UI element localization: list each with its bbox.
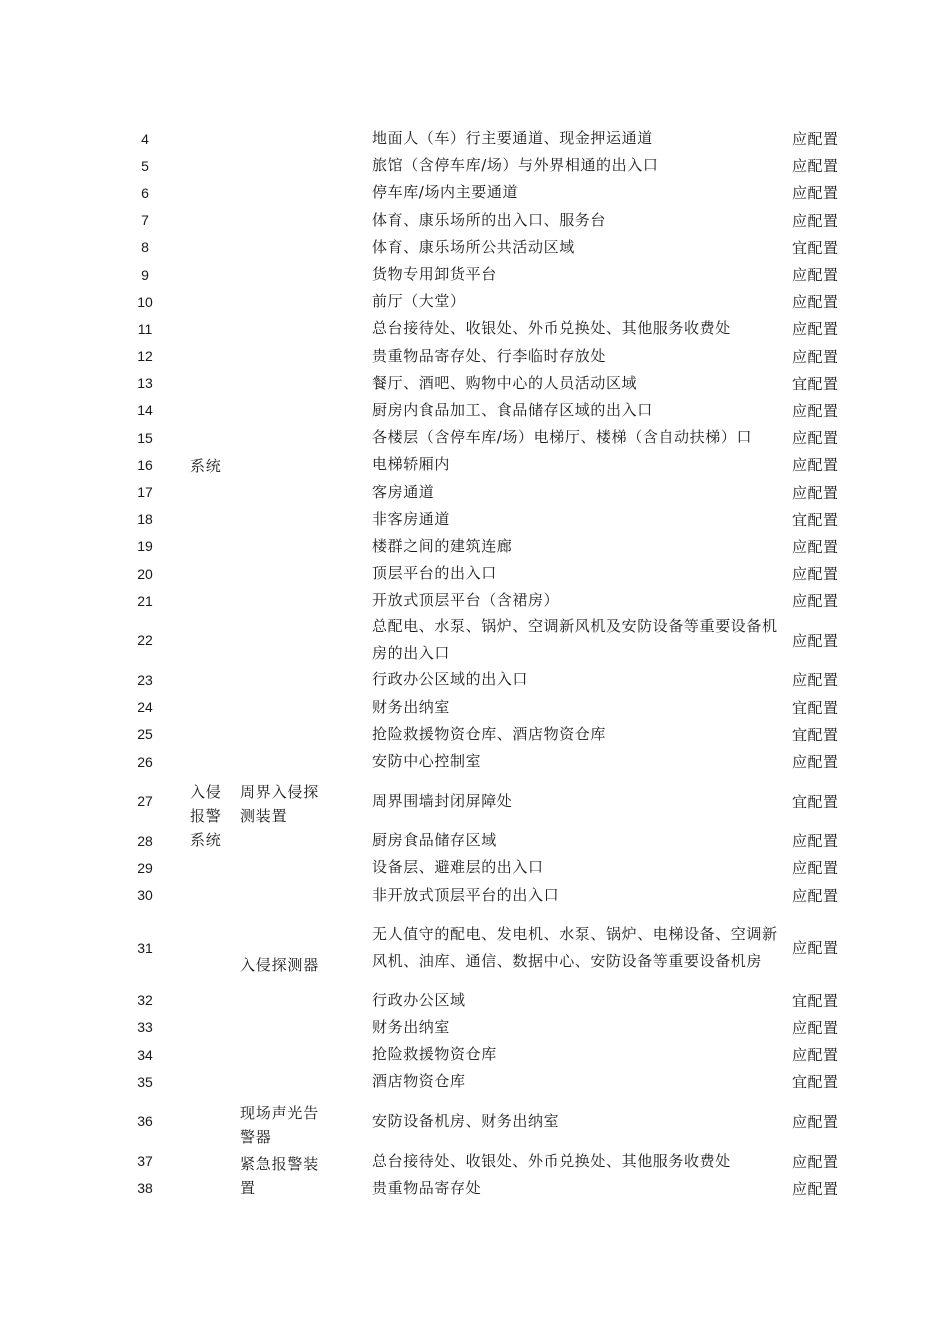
requirement-cell: 应配置	[792, 320, 839, 339]
table-row	[125, 288, 839, 315]
location-cell: 总台接待处、收银处、外币兑换处、其他服务收费处	[372, 319, 731, 338]
location-cell: 旅馆（含停车库/场）与外界相通的出入口	[372, 156, 659, 175]
table-row	[125, 614, 839, 666]
table-row	[125, 1175, 839, 1202]
row-number: 36	[137, 1113, 153, 1130]
table-row	[125, 987, 839, 1014]
row-number: 10	[137, 293, 153, 310]
table-row	[125, 125, 839, 152]
requirement-cell: 应配置	[792, 939, 839, 958]
location-cell: 安防设备机房、财务出纳室	[372, 1111, 560, 1130]
requirement-cell: 宜配置	[792, 725, 839, 744]
table-row	[125, 827, 839, 854]
requirement-cell: 应配置	[792, 832, 839, 851]
requirement-cell: 应配置	[792, 456, 839, 475]
requirement-cell: 应配置	[792, 565, 839, 584]
requirement-cell: 应配置	[792, 1152, 839, 1171]
requirement-cell: 应配置	[792, 886, 839, 905]
row-number: 16	[137, 456, 153, 473]
table-row	[125, 506, 839, 533]
requirement-cell: 宜配置	[792, 1073, 839, 1092]
table-row	[125, 909, 839, 987]
location-cell: 总台接待处、收银处、外币兑换处、其他服务收费处	[372, 1151, 731, 1170]
row-number: 21	[137, 592, 153, 609]
requirement-cell: 宜配置	[792, 991, 839, 1010]
row-number: 4	[141, 130, 149, 147]
table-row	[125, 854, 839, 881]
requirement-cell: 宜配置	[792, 238, 839, 257]
table-row	[125, 775, 839, 827]
location-cell: 财务出纳室	[372, 697, 451, 716]
requirement-cell: 应配置	[792, 429, 839, 448]
row-number: 19	[137, 538, 153, 555]
location-cell: 设备层、避难层的出入口	[372, 858, 544, 877]
device-label-sound-light: 现场声光告警器	[240, 1104, 320, 1146]
row-number: 29	[137, 859, 153, 876]
row-number: 12	[137, 348, 153, 365]
location-cell: 周界围墙封闭屏障处	[372, 791, 513, 810]
requirement-cell: 应配置	[792, 671, 839, 690]
device-label-detector: 入侵探测器	[240, 956, 320, 974]
requirement-cell: 应配置	[792, 1112, 839, 1131]
row-number: 8	[141, 239, 149, 256]
location-cell: 贵重物品寄存处	[372, 1178, 482, 1197]
row-number: 38	[137, 1180, 153, 1197]
location-cell: 无人值守的配电、发电机、水泵、锅炉、电梯设备、空调新风机、油库、通信、数据中心、安防设备等重要设备机房	[372, 924, 778, 970]
table-row	[125, 666, 839, 693]
requirement-cell: 应配置	[792, 631, 839, 650]
table-row	[125, 1014, 839, 1041]
table-row	[125, 721, 839, 748]
table-row	[125, 1095, 839, 1147]
table-row	[125, 424, 839, 451]
table-row	[125, 587, 839, 614]
location-cell: 贵重物品寄存处、行李临时存放处	[372, 346, 607, 365]
location-cell: 抢险救援物资仓库、酒店物资仓库	[372, 724, 607, 743]
table-row	[125, 882, 839, 909]
row-number: 24	[137, 699, 153, 716]
location-cell: 货物专用卸货平台	[372, 265, 497, 284]
requirements-table	[125, 125, 839, 1202]
row-number: 32	[137, 992, 153, 1009]
location-cell: 楼群之间的建筑连廊	[372, 536, 513, 555]
location-cell: 前厅（大堂）	[372, 292, 466, 311]
requirement-cell: 宜配置	[792, 374, 839, 393]
table-row	[125, 694, 839, 721]
device-label-perimeter: 周界入侵探测装置	[240, 783, 320, 825]
row-number: 26	[137, 753, 153, 770]
location-cell: 体育、康乐场所的出入口、服务台	[372, 210, 607, 229]
requirement-cell: 应配置	[792, 157, 839, 176]
location-cell: 体育、康乐场所公共活动区域	[372, 237, 575, 256]
location-cell: 开放式顶层平台（含裙房）	[372, 591, 560, 610]
requirement-cell: 宜配置	[792, 698, 839, 717]
location-cell: 抢险救援物资仓库	[372, 1045, 497, 1064]
row-number: 17	[137, 484, 153, 501]
table-row	[125, 152, 839, 179]
table-row	[125, 370, 839, 397]
location-cell: 非客房通道	[372, 509, 451, 528]
location-cell: 非开放式顶层平台的出入口	[372, 885, 560, 904]
requirement-cell: 应配置	[792, 211, 839, 230]
location-cell: 各楼层（含停车库/场）电梯厅、楼梯（含自动扶梯）口	[372, 428, 753, 447]
row-number: 28	[137, 832, 153, 849]
row-number: 35	[137, 1073, 153, 1090]
row-number: 7	[141, 212, 149, 229]
requirement-cell: 应配置	[792, 401, 839, 420]
location-cell: 顶层平台的出入口	[372, 564, 497, 583]
device-label-emergency: 紧急报警装置	[240, 1155, 320, 1197]
row-number: 20	[137, 565, 153, 582]
row-number: 30	[137, 887, 153, 904]
location-cell: 行政办公区域	[372, 990, 466, 1009]
table-row	[125, 560, 839, 587]
location-cell: 客房通道	[372, 482, 435, 501]
table-row	[125, 179, 839, 206]
requirement-cell: 应配置	[792, 1018, 839, 1037]
requirement-cell: 应配置	[792, 592, 839, 611]
row-number: 6	[141, 184, 149, 201]
table-row	[125, 234, 839, 261]
requirement-cell: 应配置	[792, 753, 839, 772]
table-row	[125, 451, 839, 478]
row-number: 14	[137, 402, 153, 419]
requirement-cell: 应配置	[792, 130, 839, 149]
location-cell: 总配电、水泵、锅炉、空调新风机及安防设备等重要设备机房的出入口	[372, 617, 778, 663]
requirement-cell: 应配置	[792, 266, 839, 285]
table-row	[125, 478, 839, 505]
row-number: 34	[137, 1046, 153, 1063]
location-cell: 地面人（车）行主要通道、现金押运通道	[372, 129, 653, 148]
requirement-cell: 应配置	[792, 1046, 839, 1065]
location-cell: 电梯轿厢内	[372, 455, 451, 474]
location-cell: 安防中心控制室	[372, 752, 482, 771]
requirement-cell: 宜配置	[792, 510, 839, 529]
row-number: 31	[137, 939, 153, 956]
row-number: 23	[137, 671, 153, 688]
row-number: 11	[137, 320, 153, 337]
requirement-cell: 应配置	[792, 184, 839, 203]
row-number: 18	[137, 511, 153, 528]
row-number: 33	[137, 1019, 153, 1036]
requirement-cell: 应配置	[792, 859, 839, 878]
table-row	[125, 1147, 839, 1174]
location-cell: 餐厅、酒吧、购物中心的人员活动区域	[372, 373, 638, 392]
table-row	[125, 315, 839, 342]
location-cell: 酒店物资仓库	[372, 1072, 466, 1091]
table-row	[125, 748, 839, 775]
row-number: 27	[137, 793, 153, 810]
table-row	[125, 207, 839, 234]
system-label-intrusion: 入侵报警系统	[190, 783, 222, 849]
system-label-video: 系统	[190, 457, 222, 475]
location-cell: 行政办公区域的出入口	[372, 670, 529, 689]
row-number: 25	[137, 726, 153, 743]
requirement-cell: 应配置	[792, 1179, 839, 1198]
table-row	[125, 533, 839, 560]
location-cell: 厨房内食品加工、食品储存区域的出入口	[372, 400, 653, 419]
row-number: 9	[141, 266, 149, 283]
row-number: 37	[137, 1153, 153, 1170]
row-number: 15	[137, 429, 153, 446]
table-row	[125, 261, 839, 288]
row-number: 13	[137, 375, 153, 392]
table-row	[125, 1068, 839, 1095]
table-row	[125, 343, 839, 370]
requirement-cell: 应配置	[792, 537, 839, 556]
row-number: 22	[137, 632, 153, 649]
requirement-cell: 应配置	[792, 293, 839, 312]
requirement-cell: 应配置	[792, 347, 839, 366]
table-row	[125, 397, 839, 424]
requirement-cell: 宜配置	[792, 792, 839, 811]
requirement-cell: 应配置	[792, 483, 839, 502]
row-number: 5	[141, 157, 149, 174]
location-cell: 停车库/场内主要通道	[372, 183, 519, 202]
location-cell: 厨房食品储存区域	[372, 831, 497, 850]
location-cell: 财务出纳室	[372, 1017, 451, 1036]
table-row	[125, 1041, 839, 1068]
